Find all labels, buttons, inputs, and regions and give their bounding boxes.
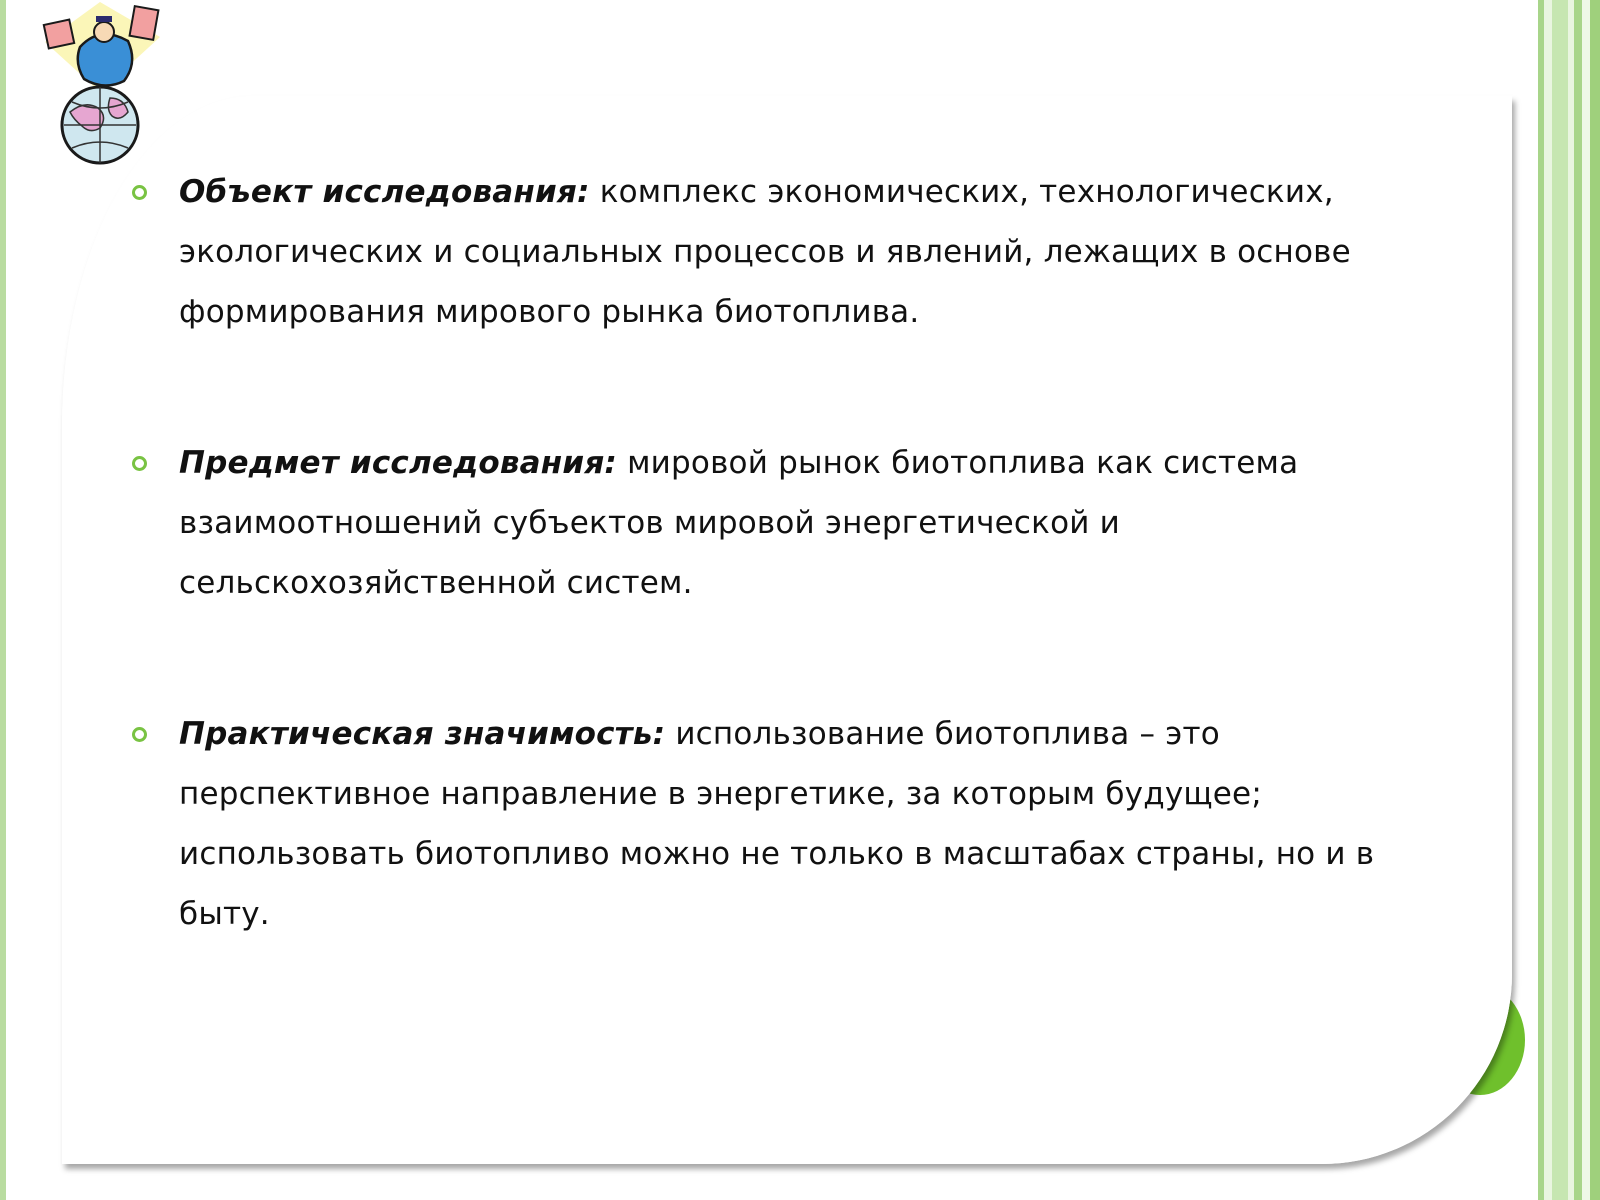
item-text: комплекс экономических, технологических, экологических и социальных процессов и явлений, лежащих в основе формирования мирового рынка биотоплива.: [179, 174, 1351, 330]
list-item-subject: [126, 433, 1426, 613]
bullet-list: [126, 162, 1426, 944]
bullet-circle-icon: [132, 185, 147, 200]
right-border-stripes: [1532, 0, 1600, 1200]
item-text: мировой рынок биотоплива как система взаимоотношений субъектов мировой энергетической и сельскохозяйственной систем.: [179, 445, 1299, 601]
left-border-stripe: [0, 0, 6, 1200]
item-term: Практическая значимость:: [179, 716, 666, 752]
bullet-circle-icon: [132, 456, 147, 471]
scholar-on-globe-icon: [40, 2, 170, 167]
list-item-object: [126, 162, 1426, 342]
bullet-circle-icon: [132, 727, 147, 742]
item-text: использование биотоплива – это перспективное направление в энергетике, за которым будущее; использовать биотопливо можно не только в масштабах страны, но и в быту.: [179, 716, 1375, 932]
item-term: Объект исследования:: [179, 174, 590, 210]
list-item-significance: [126, 704, 1426, 944]
item-term: Предмет исследования:: [179, 445, 618, 481]
